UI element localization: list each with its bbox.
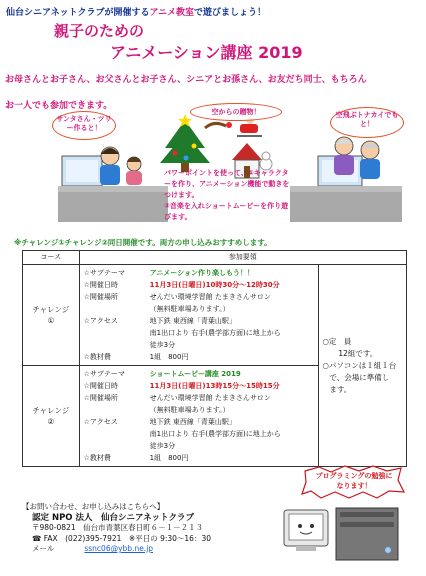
inquiry-section [22, 502, 211, 555]
header-details: 参加要領 [79, 251, 406, 265]
header-course: コース [23, 251, 80, 265]
activity-description [164, 168, 290, 223]
banner-highlight: アニメ教室 [149, 8, 195, 18]
inquiry-heading: 【お問い合わせ、お申し込みはこちらへ】 [22, 502, 165, 511]
mail-label: メール [32, 544, 55, 553]
description-line1: パワーポイントを使って、①キャラクターを作り、アニメーション機能で動きをつけます。 [164, 169, 290, 199]
programming-text: プログラミングの勉強になります！ [315, 472, 393, 490]
header-banner [6, 5, 266, 18]
computer-mascot-illustration [276, 500, 406, 570]
subtheme-1: アニメーション作り楽しもう！！ [149, 269, 254, 277]
mail-line [22, 544, 211, 555]
page-title-line2: アニメーション講座 2019 [110, 43, 303, 62]
date-1: 11月3日(日曜日)10時30分～12時30分 [149, 281, 280, 289]
challenge-note: ※チャレンジ①チャレンジ②同日開催です。両方の申し込みおすすめします。 [14, 238, 272, 247]
family-left-illustration [58, 147, 168, 222]
christmas-tree-illustration [160, 114, 210, 172]
speech-bubble-left: サンタさん・ツリー作ると！ [52, 111, 116, 140]
course-details-2: ☆サブテーマ ショートムービー講座 2019 ☆開催日時 11月3日(日曜日)13時15分～15時15分 ☆開催場所 せんだい環境学習館 たまきさんサロン （無料駐車場あります。） ☆アクセス 地下鉄 東西線「青葉山駅」 南1出口より 右手(農学部方面)に地上から 徒歩3分 ☆教材費 1組 800円 [79, 366, 319, 467]
fee-1: 1組 800円 [149, 353, 189, 361]
speech-bubble-right: 空飛ぶトナカイでもと！ [330, 107, 404, 138]
capacity-label: ○定 員 [322, 336, 352, 346]
fee-2: 1組 800円 [149, 454, 189, 462]
audience-text: お母さんとお子さん、お父さんとお子さん、シニアとお孫さん、お友だち同士、もちろん [5, 75, 367, 85]
date-2: 11月3日(日曜日)13時15分～15時15分 [149, 382, 280, 390]
course-name-2: チャレンジ ② [23, 366, 80, 467]
seniors-right-illustration [290, 137, 402, 222]
solo-text: お一人でも参加できます。 [5, 101, 113, 111]
banner-suffix: で遊びましょう！ [194, 8, 267, 18]
phone-fax: ☎ FAX (022)395-7921 ※平日の 9:30～16：30 [32, 533, 211, 543]
address: 〒980-0821 仙台市青葉区春日町６－１－２１３ [32, 523, 204, 532]
venue-1: せんだい環境学習館 たまきさんサロン [149, 293, 271, 301]
notes-cell: ○定 員 12組です。 ○パソコンは１組１台 で、会場に準備し ます。 [319, 265, 407, 467]
banner-prefix: 仙台シニアネットクラブが開催する [6, 8, 150, 18]
mail-link[interactable]: ssnc06@ybb.ne.jp [84, 544, 154, 553]
schedule-table [22, 250, 407, 467]
programming-bubble [301, 465, 405, 499]
description-line2: ②音楽を入れショートムービーを作り遊びます。 [164, 202, 289, 221]
capacity-value: 12組です。 [338, 348, 378, 358]
course-name-1: チャレンジ ① [23, 265, 80, 366]
table-header-row [23, 251, 407, 265]
course-row-1 [23, 265, 407, 366]
course-details-1: ☆サブテーマ アニメーション作り楽しもう！！ ☆開催日時 11月3日(日曜日)10時30分～12時30分 ☆開催場所 せんだい環境学習館 たまきさんサロン （無料駐車場あります。） ☆アクセス 地下鉄 東西線「青葉山駅」 南1出口より 右手(農学部方面)に地上から 徒歩3分 ☆教材費 1組 800円 [79, 265, 319, 366]
org-name: 認定 NPO 法人 仙台シニアネットクラブ [32, 512, 194, 523]
subtheme-2: ショートムービー講座 2019 [149, 370, 241, 378]
page-title-line1: 親子のための [54, 22, 145, 40]
speech-bubble-center: 空からの贈物！ [190, 103, 282, 121]
venue-2: せんだい環境学習館 たまきさんサロン [149, 394, 271, 402]
